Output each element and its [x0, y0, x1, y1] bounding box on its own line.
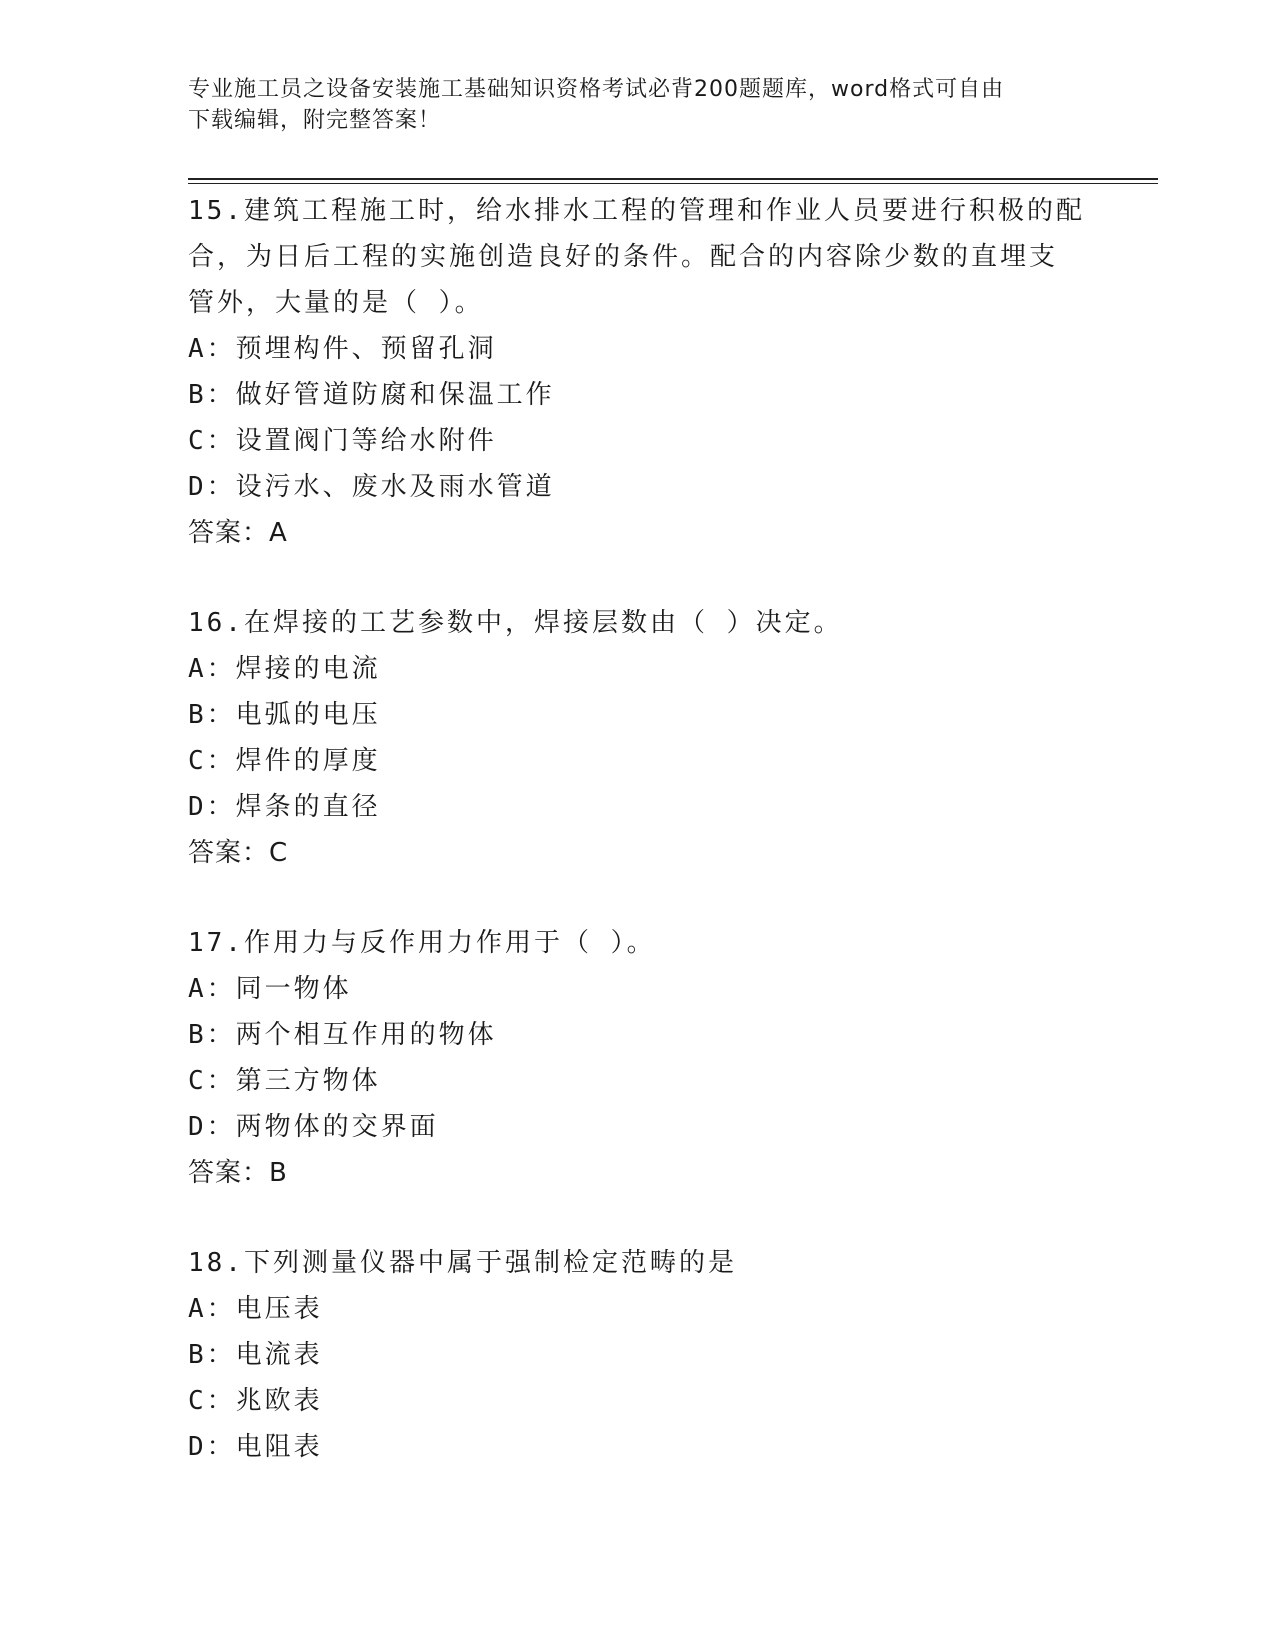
- document-header: [188, 74, 1068, 136]
- option-d: D：设污水、废水及雨水管道: [188, 472, 555, 502]
- option-d: D：电阻表: [188, 1432, 323, 1462]
- header-line-1: 专业施工员之设备安装施工基础知识资格考试必背200题题库，word格式可自由: [188, 77, 1005, 102]
- option-c: C：兆欧表: [188, 1386, 323, 1416]
- option-a: A：电压表: [188, 1294, 323, 1324]
- option-b: B：电流表: [188, 1340, 323, 1370]
- option-d: D：焊条的直径: [188, 792, 381, 822]
- question-stem-line: 16.在焊接的工艺参数中，焊接层数由（ ）决定。: [188, 608, 843, 638]
- question-stem-line: 18.下列测量仪器中属于强制检定范畴的是: [188, 1248, 737, 1278]
- option-c: C：设置阀门等给水附件: [188, 426, 497, 456]
- header-line-2: 下载编辑，附完整答案！: [188, 108, 442, 133]
- answer-line: 答案：A: [188, 518, 288, 548]
- option-d: D：两物体的交界面: [188, 1112, 439, 1142]
- option-c: C：焊件的厚度: [188, 746, 381, 776]
- option-b: B：做好管道防腐和保温工作: [188, 380, 555, 410]
- question-stem-line: 合，为日后工程的实施创造良好的条件。配合的内容除少数的直埋支: [188, 242, 1059, 272]
- question-stem-line: 17.作用力与反作用力作用于（ ）。: [188, 928, 656, 958]
- question-17: [188, 920, 1088, 1196]
- question-stem-line: 15.建筑工程施工时，给水排水工程的管理和作业人员要进行积极的配: [188, 196, 1085, 226]
- question-18: [188, 1240, 1088, 1470]
- header-divider-thick: [188, 178, 1158, 180]
- option-b: B：电弧的电压: [188, 700, 381, 730]
- question-16: [188, 600, 1088, 876]
- option-a: A：预埋构件、预留孔洞: [188, 334, 497, 364]
- answer-line: 答案：B: [188, 1158, 288, 1188]
- answer-line: 答案：C: [188, 838, 289, 868]
- header-divider-thin: [188, 183, 1158, 184]
- option-c: C：第三方物体: [188, 1066, 381, 1096]
- option-a: A：焊接的电流: [188, 654, 381, 684]
- question-15: [188, 188, 1088, 556]
- question-stem-line: 管外，大量的是（ ）。: [188, 288, 484, 318]
- option-b: B：两个相互作用的物体: [188, 1020, 497, 1050]
- option-a: A：同一物体: [188, 974, 352, 1004]
